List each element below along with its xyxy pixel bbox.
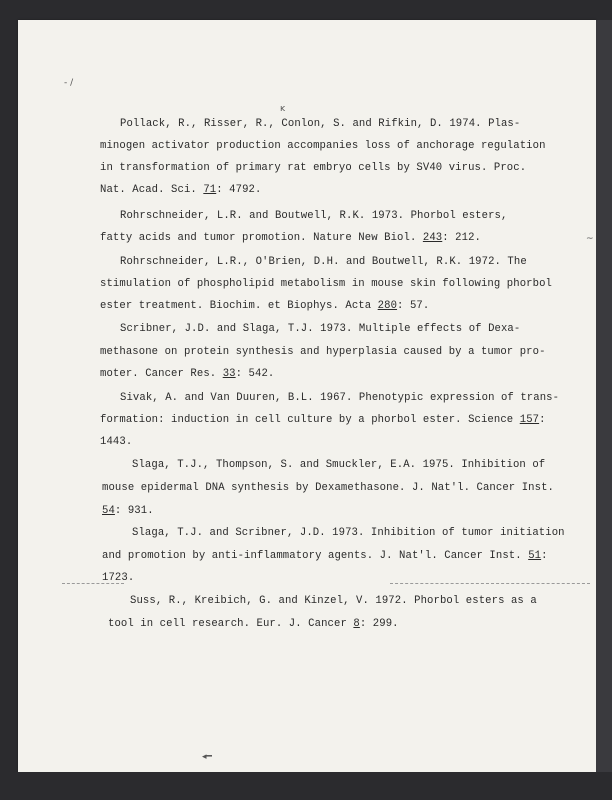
reference-text: : xyxy=(539,414,546,426)
volume-number: 280 xyxy=(377,300,398,312)
reference-text: : 4792. xyxy=(216,184,262,196)
stray-mark: ĸ xyxy=(280,104,286,114)
reference-text: minogen activator production accompanies loss of anchorage regulation xyxy=(100,140,546,152)
reference-text: mouse epidermal DNA synthesis by Dexamethasone. J. Nat'l. Cancer Inst. xyxy=(102,482,555,494)
reference-line xyxy=(102,505,154,517)
scan-edge-right xyxy=(596,20,612,772)
reference-text: : 542. xyxy=(235,368,275,380)
reference-line xyxy=(100,184,261,196)
reference-line xyxy=(120,392,559,404)
reference-text: formation: induction in cell culture by a phorbol ester. Science xyxy=(100,414,520,426)
reference-text: tool in cell research. Eur. J. Cancer xyxy=(108,618,354,630)
reference-line xyxy=(100,162,526,174)
reference-text: Slaga, T.J. and Scribner, J.D. 1973. Inhibition of tumor initiation xyxy=(132,527,565,539)
reference-line xyxy=(108,618,399,630)
reference-line xyxy=(120,323,520,335)
scan-edge-bottom xyxy=(0,772,612,800)
reference-text: : 931. xyxy=(114,505,154,517)
reference-line xyxy=(132,527,565,539)
stray-mark: ◂━ xyxy=(202,752,212,762)
reference-line xyxy=(120,210,507,222)
reference-line xyxy=(102,482,554,494)
volume-number: 157 xyxy=(519,414,540,426)
stray-mark: ~ xyxy=(586,234,594,244)
reference-line xyxy=(120,256,527,268)
reference-text: and promotion by anti-inflammatory agents. J. Nat'l. Cancer Inst. xyxy=(102,550,529,562)
reference-line xyxy=(100,278,552,290)
reference-text: Rohrschneider, L.R. and Boutwell, R.K. 1973. Phorbol esters, xyxy=(120,210,508,222)
stray-mark: - / xyxy=(64,78,74,88)
reference-text: 1443. xyxy=(100,436,133,448)
reference-text: : 299. xyxy=(359,618,399,630)
reference-line xyxy=(100,436,132,448)
volume-number: 71 xyxy=(203,184,217,196)
reference-line xyxy=(102,550,548,562)
reference-line xyxy=(100,346,546,358)
reference-line xyxy=(100,140,546,152)
scan-artifact-line xyxy=(390,583,590,584)
reference-line xyxy=(120,118,520,130)
reference-text: fatty acids and tumor promotion. Nature New Biol. xyxy=(100,232,423,244)
volume-number: 243 xyxy=(422,232,443,244)
reference-text: : xyxy=(541,550,548,562)
reference-text: Sivak, A. and Van Duuren, B.L. 1967. Phenotypic expression of trans- xyxy=(120,392,560,404)
reference-text: in transformation of primary rat embryo cells by SV40 virus. Proc. xyxy=(100,162,527,174)
reference-text: Slaga, T.J., Thompson, S. and Smuckler, E.A. 1975. Inhibition of xyxy=(132,459,546,471)
reference-text: methasone on protein synthesis and hyperplasia caused by a tumor pro- xyxy=(100,346,546,358)
reference-text: Pollack, R., Risser, R., Conlon, S. and Rifkin, D. 1974. Plas- xyxy=(120,118,521,130)
reference-line xyxy=(130,595,537,607)
reference-text: Scribner, J.D. and Slaga, T.J. 1973. Multiple effects of Dexa- xyxy=(120,323,521,335)
reference-text: Rohrschneider, L.R., O'Brien, D.H. and Boutwell, R.K. 1972. The xyxy=(120,256,527,268)
reference-line xyxy=(100,414,546,426)
reference-text: ester treatment. Biochim. et Biophys. Acta xyxy=(100,300,378,312)
reference-text: : 212. xyxy=(442,232,481,244)
reference-line xyxy=(102,572,134,584)
reference-text: Nat. Acad. Sci. xyxy=(100,184,204,196)
reference-text: 1723. xyxy=(102,572,135,584)
volume-number: 33 xyxy=(222,368,236,380)
volume-number: 54 xyxy=(102,505,115,517)
reference-text: moter. Cancer Res. xyxy=(100,368,223,380)
reference-text: stimulation of phospholipid metabolism in mouse skin following phorbol xyxy=(100,278,553,290)
reference-line xyxy=(100,232,481,244)
reference-text: Suss, R., Kreibich, G. and Kinzel, V. 1972. Phorbol esters as a xyxy=(130,595,537,607)
reference-text: : 57. xyxy=(397,300,430,312)
reference-line xyxy=(132,459,545,471)
reference-line xyxy=(100,368,274,380)
volume-number: 51 xyxy=(528,550,542,562)
reference-line xyxy=(100,300,429,312)
volume-number: 8 xyxy=(353,618,360,630)
document-page xyxy=(18,20,596,772)
